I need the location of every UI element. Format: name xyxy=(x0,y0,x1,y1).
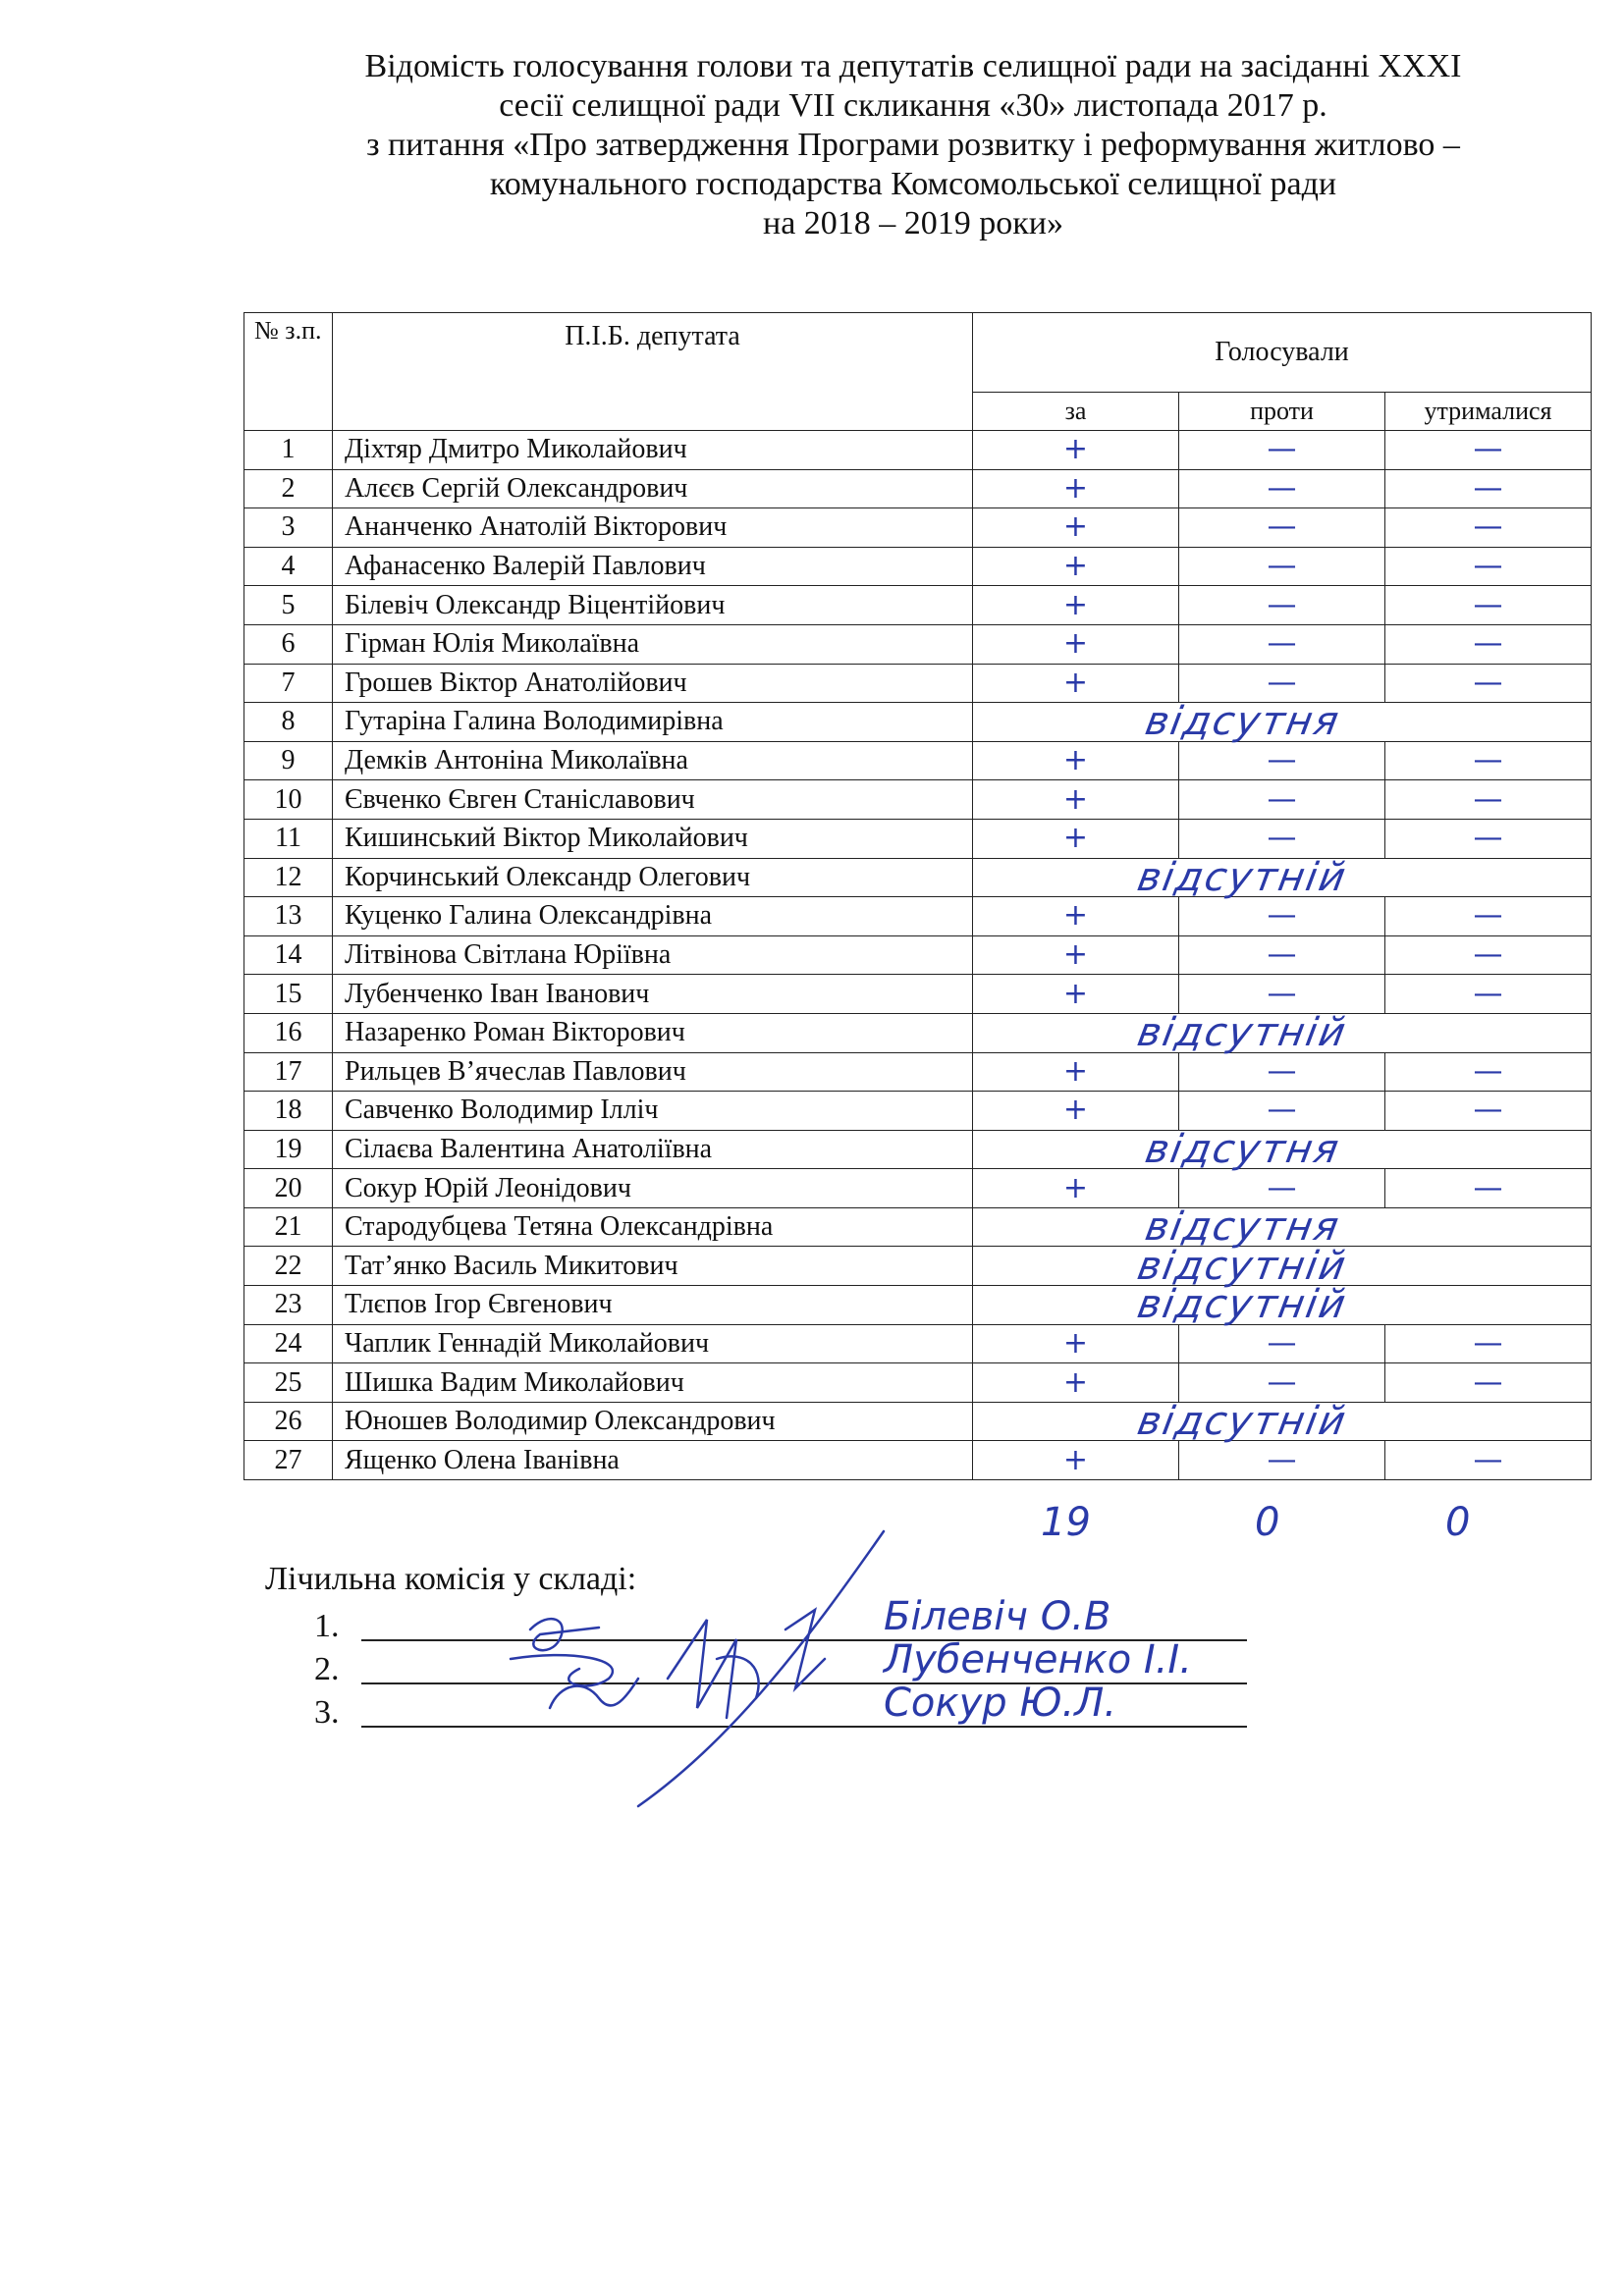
vote-abstain-mark: — xyxy=(1385,1363,1592,1403)
handwritten-signatures xyxy=(491,1512,1041,1826)
table-row xyxy=(244,819,1592,858)
row-number: 4 xyxy=(244,547,333,586)
row-number: 17 xyxy=(244,1052,333,1092)
row-number: 13 xyxy=(244,897,333,936)
member-name: Лубенченко І.І. xyxy=(884,1637,1192,1682)
table-row xyxy=(244,624,1592,664)
deputy-name: Кишинський Віктор Миколайович xyxy=(333,819,973,858)
header-abstain: утрималися xyxy=(1385,393,1592,431)
deputy-name: Білевіч Олександр Віцентійович xyxy=(333,586,973,625)
absent-mark xyxy=(973,854,1592,900)
vote-for-mark: + xyxy=(973,664,1179,703)
title-line-3: з питання «Про затвердження Програми розвитку і реформування житлово – xyxy=(366,127,1460,163)
row-number: 27 xyxy=(244,1441,333,1480)
vote-totals xyxy=(982,1500,1591,1549)
absent-text: відсутня xyxy=(1141,699,1344,745)
deputy-name: Євченко Євген Станіславович xyxy=(333,780,973,820)
absent-mark xyxy=(973,1243,1592,1289)
row-number: 16 xyxy=(244,1013,333,1052)
deputy-name: Чаплик Геннадій Миколайович xyxy=(333,1324,973,1363)
deputy-name: Юношев Володимир Олександрович xyxy=(333,1402,973,1441)
absent-mark xyxy=(973,699,1592,745)
vote-for-mark: + xyxy=(973,1092,1179,1131)
vote-for-mark: + xyxy=(973,1052,1179,1092)
row-number: 21 xyxy=(244,1207,333,1247)
vote-for-mark: + xyxy=(973,1441,1179,1480)
deputy-name: Назаренко Роман Вікторович xyxy=(333,1013,973,1052)
vote-abstain-mark: — xyxy=(1385,741,1592,780)
table-row xyxy=(244,1013,1592,1052)
table-row xyxy=(244,780,1592,820)
table-row xyxy=(244,1169,1592,1208)
row-number: 25 xyxy=(244,1363,333,1403)
vote-abstain-mark: — xyxy=(1385,469,1592,508)
table-row xyxy=(244,1207,1592,1247)
table-row xyxy=(244,469,1592,508)
deputy-name: Рильцев В’ячеслав Павлович xyxy=(333,1052,973,1092)
row-number: 18 xyxy=(244,1092,333,1131)
vote-abstain-mark: — xyxy=(1385,508,1592,548)
absent-mark xyxy=(973,1399,1592,1445)
vote-against-mark: — xyxy=(1179,1363,1385,1403)
deputy-name: Тат’янко Василь Микитович xyxy=(333,1247,973,1286)
vote-against-mark: — xyxy=(1179,547,1385,586)
vote-abstain-mark: — xyxy=(1385,819,1592,858)
deputy-name: Лубенченко Іван Іванович xyxy=(333,975,973,1014)
row-number: 15 xyxy=(244,975,333,1014)
vote-against-mark: — xyxy=(1179,1052,1385,1092)
header-for: за xyxy=(973,393,1179,431)
vote-for-mark: + xyxy=(973,897,1179,936)
vote-for-mark: + xyxy=(973,624,1179,664)
vote-against-mark: — xyxy=(1179,469,1385,508)
vote-for-mark: + xyxy=(973,586,1179,625)
row-number: 3 xyxy=(244,508,333,548)
vote-abstain-mark: — xyxy=(1385,664,1592,703)
deputy-name: Демків Антоніна Миколаївна xyxy=(333,741,973,780)
vote-against-mark: — xyxy=(1179,819,1385,858)
table-row xyxy=(244,1092,1592,1131)
table-row xyxy=(244,1286,1592,1325)
vote-abstain-mark: — xyxy=(1385,1324,1592,1363)
absent-mark xyxy=(973,1126,1592,1172)
header-against: проти xyxy=(1179,393,1385,431)
vote-for-mark: + xyxy=(973,780,1179,820)
signature-stroke xyxy=(550,1679,638,1708)
row-number: 2 xyxy=(244,469,333,508)
table-row xyxy=(244,897,1592,936)
vote-against-mark: — xyxy=(1179,935,1385,975)
member-index: 1. xyxy=(314,1608,340,1644)
vote-for-mark: + xyxy=(973,1363,1179,1403)
table-row xyxy=(244,547,1592,586)
deputy-name: Гутаріна Галина Володимирівна xyxy=(333,703,973,742)
vote-for-mark: + xyxy=(973,741,1179,780)
header-voted: Голосували xyxy=(973,313,1592,393)
deputy-name: Діхтяр Дмитро Миколайович xyxy=(333,431,973,470)
deputy-name: Шишка Вадим Миколайович xyxy=(333,1363,973,1403)
table-row xyxy=(244,741,1592,780)
row-number: 23 xyxy=(244,1286,333,1325)
table-row xyxy=(244,431,1592,470)
table-row xyxy=(244,1363,1592,1403)
vote-against-mark: — xyxy=(1179,897,1385,936)
row-number: 9 xyxy=(244,741,333,780)
member-name: Сокур Ю.Л. xyxy=(884,1681,1117,1726)
vote-against-mark: — xyxy=(1179,1324,1385,1363)
vote-abstain-mark: — xyxy=(1385,586,1592,625)
deputy-name: Ананченко Анатолій Вікторович xyxy=(333,508,973,548)
deputy-name: Гірман Юлія Миколаївна xyxy=(333,624,973,664)
table-row xyxy=(244,1402,1592,1441)
absent-text: відсутній xyxy=(1134,1010,1351,1056)
row-number: 14 xyxy=(244,935,333,975)
absent-text: відсутній xyxy=(1134,1243,1351,1289)
row-number: 20 xyxy=(244,1169,333,1208)
absent-text: відсутній xyxy=(1134,1282,1351,1328)
table-row xyxy=(244,935,1592,975)
table-row xyxy=(244,664,1592,703)
vote-abstain-mark: — xyxy=(1385,975,1592,1014)
vote-for-mark: + xyxy=(973,431,1179,470)
table-body xyxy=(244,431,1592,1480)
vote-against-mark: — xyxy=(1179,508,1385,548)
table-row xyxy=(244,703,1592,742)
vote-abstain-mark: — xyxy=(1385,1052,1592,1092)
vote-abstain-mark: — xyxy=(1385,547,1592,586)
row-number: 6 xyxy=(244,624,333,664)
deputy-name: Грошев Віктор Анатолійович xyxy=(333,664,973,703)
deputy-name: Стародубцева Тетяна Олександрівна xyxy=(333,1207,973,1247)
vote-against-mark: — xyxy=(1179,741,1385,780)
vote-against-mark: — xyxy=(1179,431,1385,470)
absent-text: відсутня xyxy=(1141,1126,1344,1172)
row-number: 8 xyxy=(244,703,333,742)
title-line-1: Відомість голосування голови та депутатів селищної ради на засіданні XXXI xyxy=(364,48,1462,84)
table-row xyxy=(244,586,1592,625)
vote-for-mark: + xyxy=(973,935,1179,975)
member-name: Білевіч О.В xyxy=(884,1594,1111,1639)
member-index: 3. xyxy=(314,1694,340,1731)
header-number: № з.п. xyxy=(244,313,333,431)
vote-against-mark: — xyxy=(1179,780,1385,820)
signature-stroke xyxy=(530,1619,599,1650)
absent-mark xyxy=(973,1010,1592,1056)
absent-mark xyxy=(973,1204,1592,1251)
absent-text: відсутній xyxy=(1134,1399,1351,1445)
total-against: 0 xyxy=(1255,1500,1280,1545)
total-for: 19 xyxy=(1041,1500,1091,1545)
vote-abstain-mark: — xyxy=(1385,897,1592,936)
title-line-5: на 2018 – 2019 роки» xyxy=(763,205,1063,241)
total-abstain: 0 xyxy=(1445,1500,1471,1545)
row-number: 12 xyxy=(244,858,333,897)
vote-for-mark: + xyxy=(973,508,1179,548)
table-row xyxy=(244,1247,1592,1286)
deputy-name: Сокур Юрій Леонідович xyxy=(333,1169,973,1208)
commission-title: Лічильна комісія у складі: xyxy=(265,1561,637,1597)
row-number: 10 xyxy=(244,780,333,820)
vote-for-mark: + xyxy=(973,1169,1179,1208)
row-number: 1 xyxy=(244,431,333,470)
absent-mark xyxy=(973,1282,1592,1328)
deputy-name: Корчинський Олександр Олегович xyxy=(333,858,973,897)
deputy-name: Афанасенко Валерій Павлович xyxy=(333,547,973,586)
row-number: 26 xyxy=(244,1402,333,1441)
vote-abstain-mark: — xyxy=(1385,1441,1592,1480)
table-row xyxy=(244,508,1592,548)
row-number: 24 xyxy=(244,1324,333,1363)
signature-stroke xyxy=(511,1655,613,1685)
deputy-name: Куценко Галина Олександрівна xyxy=(333,897,973,936)
vote-abstain-mark: — xyxy=(1385,1169,1592,1208)
document-title xyxy=(216,47,1610,243)
vote-abstain-mark: — xyxy=(1385,1092,1592,1131)
vote-against-mark: — xyxy=(1179,1441,1385,1480)
deputy-name: Літвінова Світлана Юріївна xyxy=(333,935,973,975)
vote-against-mark: — xyxy=(1179,975,1385,1014)
vote-against-mark: — xyxy=(1179,586,1385,625)
deputy-name: Савченко Володимир Ілліч xyxy=(333,1092,973,1131)
vote-for-mark: + xyxy=(973,547,1179,586)
vote-abstain-mark: — xyxy=(1385,935,1592,975)
title-line-4: комунального господарства Комсомольської селищної ради xyxy=(489,166,1337,202)
absent-text: відсутня xyxy=(1141,1204,1344,1251)
table-row xyxy=(244,858,1592,897)
vote-abstain-mark: — xyxy=(1385,780,1592,820)
row-number: 7 xyxy=(244,664,333,703)
vote-against-mark: — xyxy=(1179,1169,1385,1208)
deputy-name: Тлєпов Ігор Євгенович xyxy=(333,1286,973,1325)
vote-for-mark: + xyxy=(973,469,1179,508)
table-row xyxy=(244,1130,1592,1169)
absent-text: відсутній xyxy=(1134,854,1351,900)
deputy-name: Алєєв Сергій Олександрович xyxy=(333,469,973,508)
table-row xyxy=(244,1324,1592,1363)
vote-against-mark: — xyxy=(1179,624,1385,664)
deputy-name: Ященко Олена Іванівна xyxy=(333,1441,973,1480)
table-row xyxy=(244,1052,1592,1092)
signature-stroke xyxy=(668,1620,736,1718)
vote-for-mark: + xyxy=(973,975,1179,1014)
vote-for-mark: + xyxy=(973,819,1179,858)
row-number: 5 xyxy=(244,586,333,625)
vote-against-mark: — xyxy=(1179,1092,1385,1131)
voting-table xyxy=(244,312,1592,1480)
row-number: 11 xyxy=(244,819,333,858)
vote-for-mark: + xyxy=(973,1324,1179,1363)
header-name: П.І.Б. депутата xyxy=(333,313,973,431)
table-row xyxy=(244,1441,1592,1480)
deputy-name: Сілаєва Валентина Анатоліївна xyxy=(333,1130,973,1169)
table-row xyxy=(244,975,1592,1014)
title-line-2: сесії селищної ради VII скликання «30» листопада 2017 р. xyxy=(499,87,1327,124)
member-index: 2. xyxy=(314,1651,340,1687)
vote-abstain-mark: — xyxy=(1385,431,1592,470)
vote-abstain-mark: — xyxy=(1385,624,1592,664)
vote-against-mark: — xyxy=(1179,664,1385,703)
row-number: 22 xyxy=(244,1247,333,1286)
row-number: 19 xyxy=(244,1130,333,1169)
